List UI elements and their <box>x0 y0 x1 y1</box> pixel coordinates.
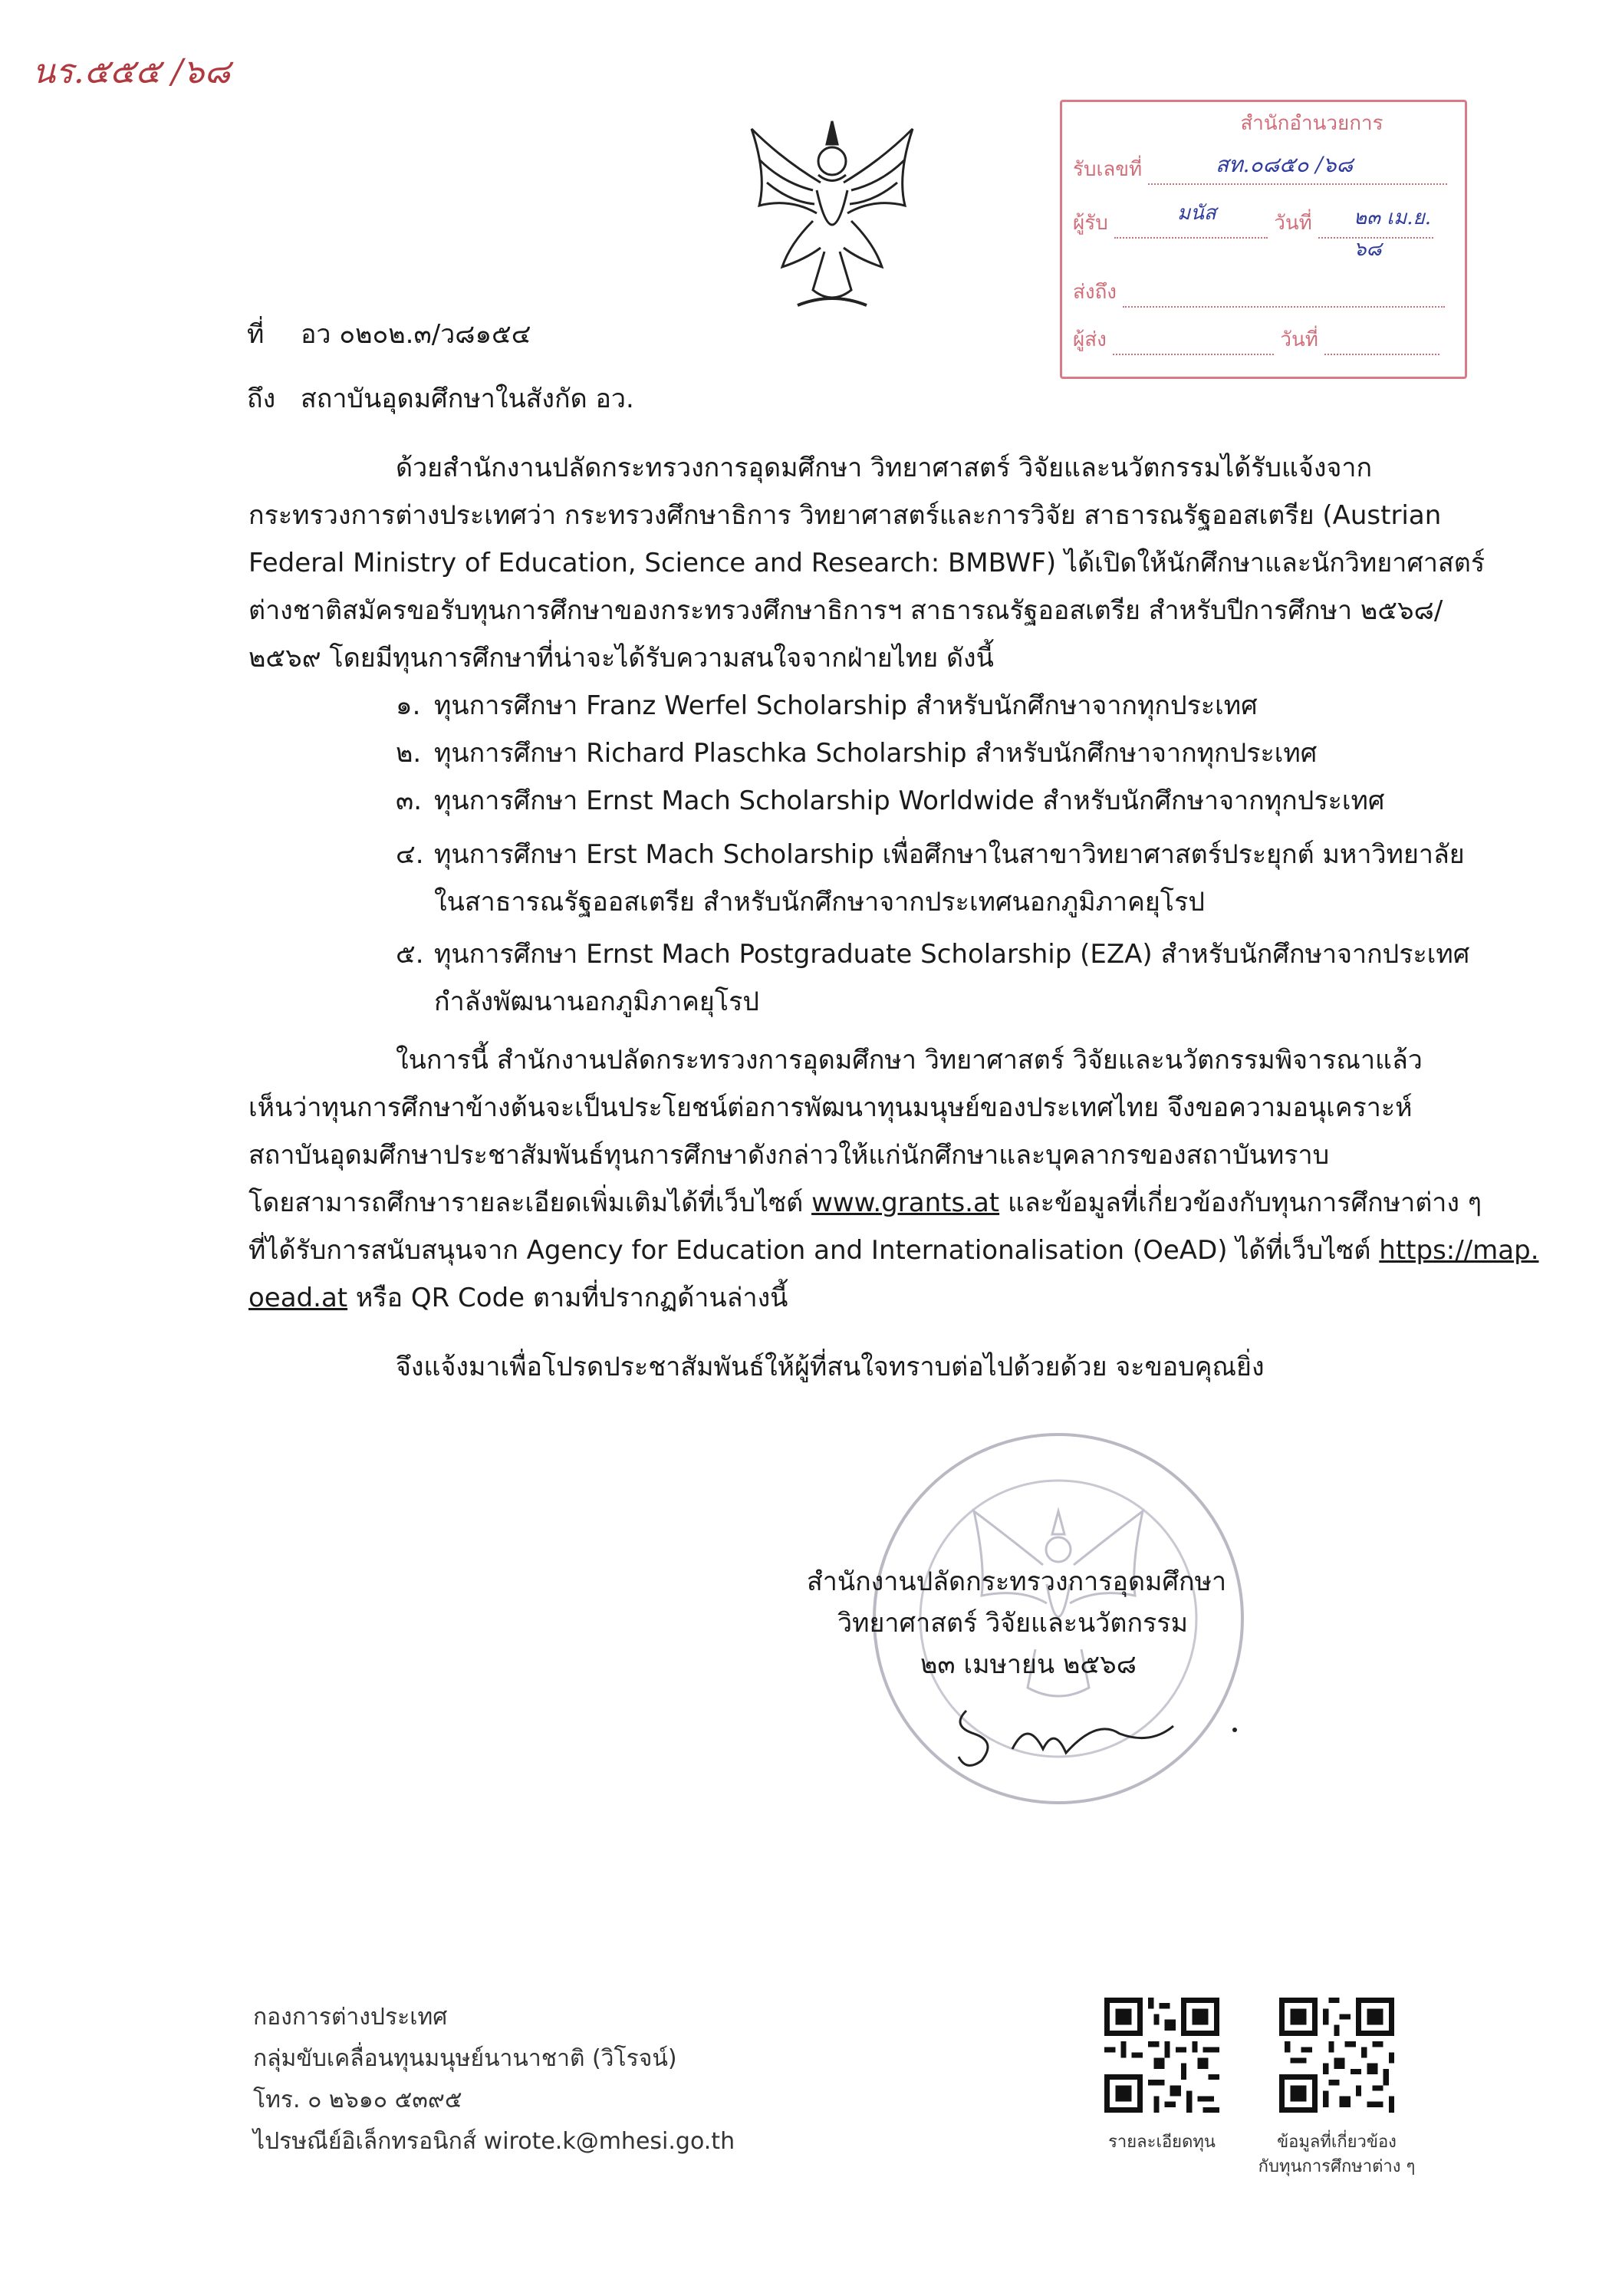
grants-link[interactable]: www.grants.at <box>811 1188 1000 1218</box>
list-item-continued: กำลังพัฒนานอกภูมิภาคยุโรป <box>434 987 759 1017</box>
list-item: ทุนการศึกษา Ernst Mach Postgraduate Scholarship (EZA) สำหรับนักศึกษาจากประเทศ <box>434 939 1470 970</box>
list-item: ทุนการศึกษา Franz Werfel Scholarship สำหรับนักศึกษาจากทุกประเทศ <box>434 690 1258 721</box>
qr-code-scholarship-details[interactable] <box>1104 1998 1219 2113</box>
paragraph-line: ในการนี้ สำนักงานปลัดกระทรวงการอุดมศึกษา วิทยาศาสตร์ วิจัยและนวัตกรรมพิจารณาแล้ว <box>396 1045 1423 1076</box>
qr-caption-related-info-line2: กับทุนการศึกษาต่าง ๆ <box>1258 2157 1416 2176</box>
list-item-number: ๑. <box>396 690 421 721</box>
paragraph-line: ต่างชาติสมัครขอรับทุนการศึกษาของกระทรวงศึกษาธิการฯ สาธารณรัฐออสเตรีย สำหรับปีการศึกษา ๒๕๖๘/ <box>248 595 1443 626</box>
paragraph-line: สถาบันอุดมศึกษาประชาสัมพันธ์ทุนการศึกษาดังกล่าวให้แก่นักศึกษาและบุคลากรของสถาบันทราบ <box>248 1140 1330 1171</box>
paragraph-line: เห็นว่าทุนการศึกษาข้างต้นจะเป็นประโยชน์ต่อการพัฒนาทุนมนุษย์ของประเทศไทย จึงขอความอนุเคราะห์ <box>248 1092 1413 1123</box>
paragraph-line: Federal Ministry of Education, Science and Research: BMBWF) ได้เปิดให้นักศึกษาและนักวิทยาศาสตร์ <box>248 548 1485 578</box>
list-item-number: ๓. <box>396 786 423 816</box>
recipient-label: ถึง <box>247 384 276 414</box>
line-text: และข้อมูลที่เกี่ยวข้องกับทุนการศึกษาต่าง ๆ <box>999 1188 1482 1218</box>
footer-group: กลุ่มขับเคลื่อนทุนมนุษย์นานาชาติ (วิโรจน์) <box>253 2045 677 2072</box>
oead-link[interactable]: https://map. <box>1379 1235 1539 1266</box>
recipient: สถาบันอุดมศึกษาในสังกัด อว. <box>301 384 634 414</box>
paragraph-line: ๒๕๖๙ โดยมีทุนการศึกษาที่น่าจะได้รับความสนใจจากฝ่ายไทย ดังนี้ <box>248 643 994 674</box>
stamp-date-value: ๒๓ เม.ย. ๖๘ <box>1354 206 1431 261</box>
paragraph-line: ด้วยสำนักงานปลัดกระทรวงการอุดมศึกษา วิทยาศาสตร์ วิจัยและนวัตกรรมได้รับแจ้งจาก <box>396 453 1373 483</box>
doc-number-label: ที่ <box>247 319 265 350</box>
paragraph-line <box>248 1234 1539 1267</box>
qr-caption-related-info: ข้อมูลที่เกี่ยวข้อง <box>1277 2133 1397 2152</box>
stamp-sender-label: ผู้ส่ง <box>1073 328 1107 351</box>
list-item-number: ๔. <box>396 839 424 870</box>
list-item: ทุนการศึกษา Richard Plaschka Scholarship สำหรับนักศึกษาจากทุกประเทศ <box>434 738 1318 769</box>
paragraph-line <box>248 1281 788 1315</box>
paragraph-line: กระทรวงการต่างประเทศว่า กระทรวงศึกษาธิการ วิทยาศาสตร์และการวิจัย สาธารณรัฐออสเตรีย (Austrian <box>248 500 1442 531</box>
stamp-number-label: รับเลขที่ <box>1073 158 1143 181</box>
closing-line: จึงแจ้งมาเพื่อโปรดประชาสัมพันธ์ให้ผู้ที่สนใจทราบต่อไปด้วยด้วย จะขอบคุณยิ่ง <box>396 1352 1265 1382</box>
receiving-stamp <box>1060 100 1467 379</box>
signature-org-line1: สำนักงานปลัดกระทรวงการอุดมศึกษา <box>807 1566 1227 1597</box>
list-item-number: ๕. <box>396 939 424 970</box>
footer-email: ไปรษณีย์อิเล็กทรอนิกส์ wirote.k@mhesi.go.th <box>253 2128 735 2155</box>
line-text: หรือ QR Code ตามที่ปรากฏด้านล่างนี้ <box>347 1283 788 1313</box>
line-text: ที่ได้รับการสนับสนุนจาก Agency for Education and Internationalisation (OeAD) ได้ที่เว็บไซต์ <box>248 1235 1380 1266</box>
paragraph-line <box>248 1186 1482 1220</box>
stamp-receiver-label: ผู้รับ <box>1073 212 1108 235</box>
signature-date: ๒๓ เมษายน ๒๕๖๘ <box>920 1649 1137 1680</box>
stamp-office: สำนักอำนวยการ <box>1240 112 1383 135</box>
signature-org-line2: วิทยาศาสตร์ วิจัยและนวัตกรรม <box>837 1608 1188 1639</box>
qr-code-related-info[interactable] <box>1279 1998 1394 2113</box>
list-item: ทุนการศึกษา Erst Mach Scholarship เพื่อศึกษาในสาขาวิทยาศาสตร์ประยุกต์ มหาวิทยาลัย <box>434 839 1465 870</box>
stamp-date-label: วันที่ <box>1274 212 1312 235</box>
stamp-date2-label: วันที่ <box>1280 328 1318 351</box>
doc-number: อว ๐๒๐๒.๓/ว๘๑๕๔ <box>301 319 531 350</box>
oead-link-continued[interactable]: oead.at <box>248 1283 348 1313</box>
handwritten-signature <box>920 1688 1242 1780</box>
garuda-emblem <box>736 114 928 321</box>
stamp-to-label: ส่งถึง <box>1073 281 1117 304</box>
handwritten-reference: นร.๕๕๕ /๖๘ <box>32 52 231 91</box>
footer-department: กองการต่างประเทศ <box>253 2004 448 2031</box>
stamp-number-value: สท.๐๘๕๐ /๖๘ <box>1216 152 1354 177</box>
list-item-continued: ในสาธารณรัฐออสเตรีย สำหรับนักศึกษาจากประเทศนอกภูมิภาคยุโรป <box>434 887 1205 917</box>
list-item-number: ๒. <box>396 738 422 769</box>
list-item: ทุนการศึกษา Ernst Mach Scholarship Worldwide สำหรับนักศึกษาจากทุกประเทศ <box>434 786 1385 816</box>
footer-phone: โทร. ๐ ๒๖๑๐ ๕๓๙๕ <box>253 2087 462 2113</box>
stamp-receiver-value: มนัส <box>1177 202 1216 225</box>
qr-caption-scholarship-details: รายละเอียดทุน <box>1108 2133 1216 2152</box>
line-text: โดยสามารถศึกษารายละเอียดเพิ่มเติมได้ที่เว็บไซต์ <box>248 1188 812 1218</box>
